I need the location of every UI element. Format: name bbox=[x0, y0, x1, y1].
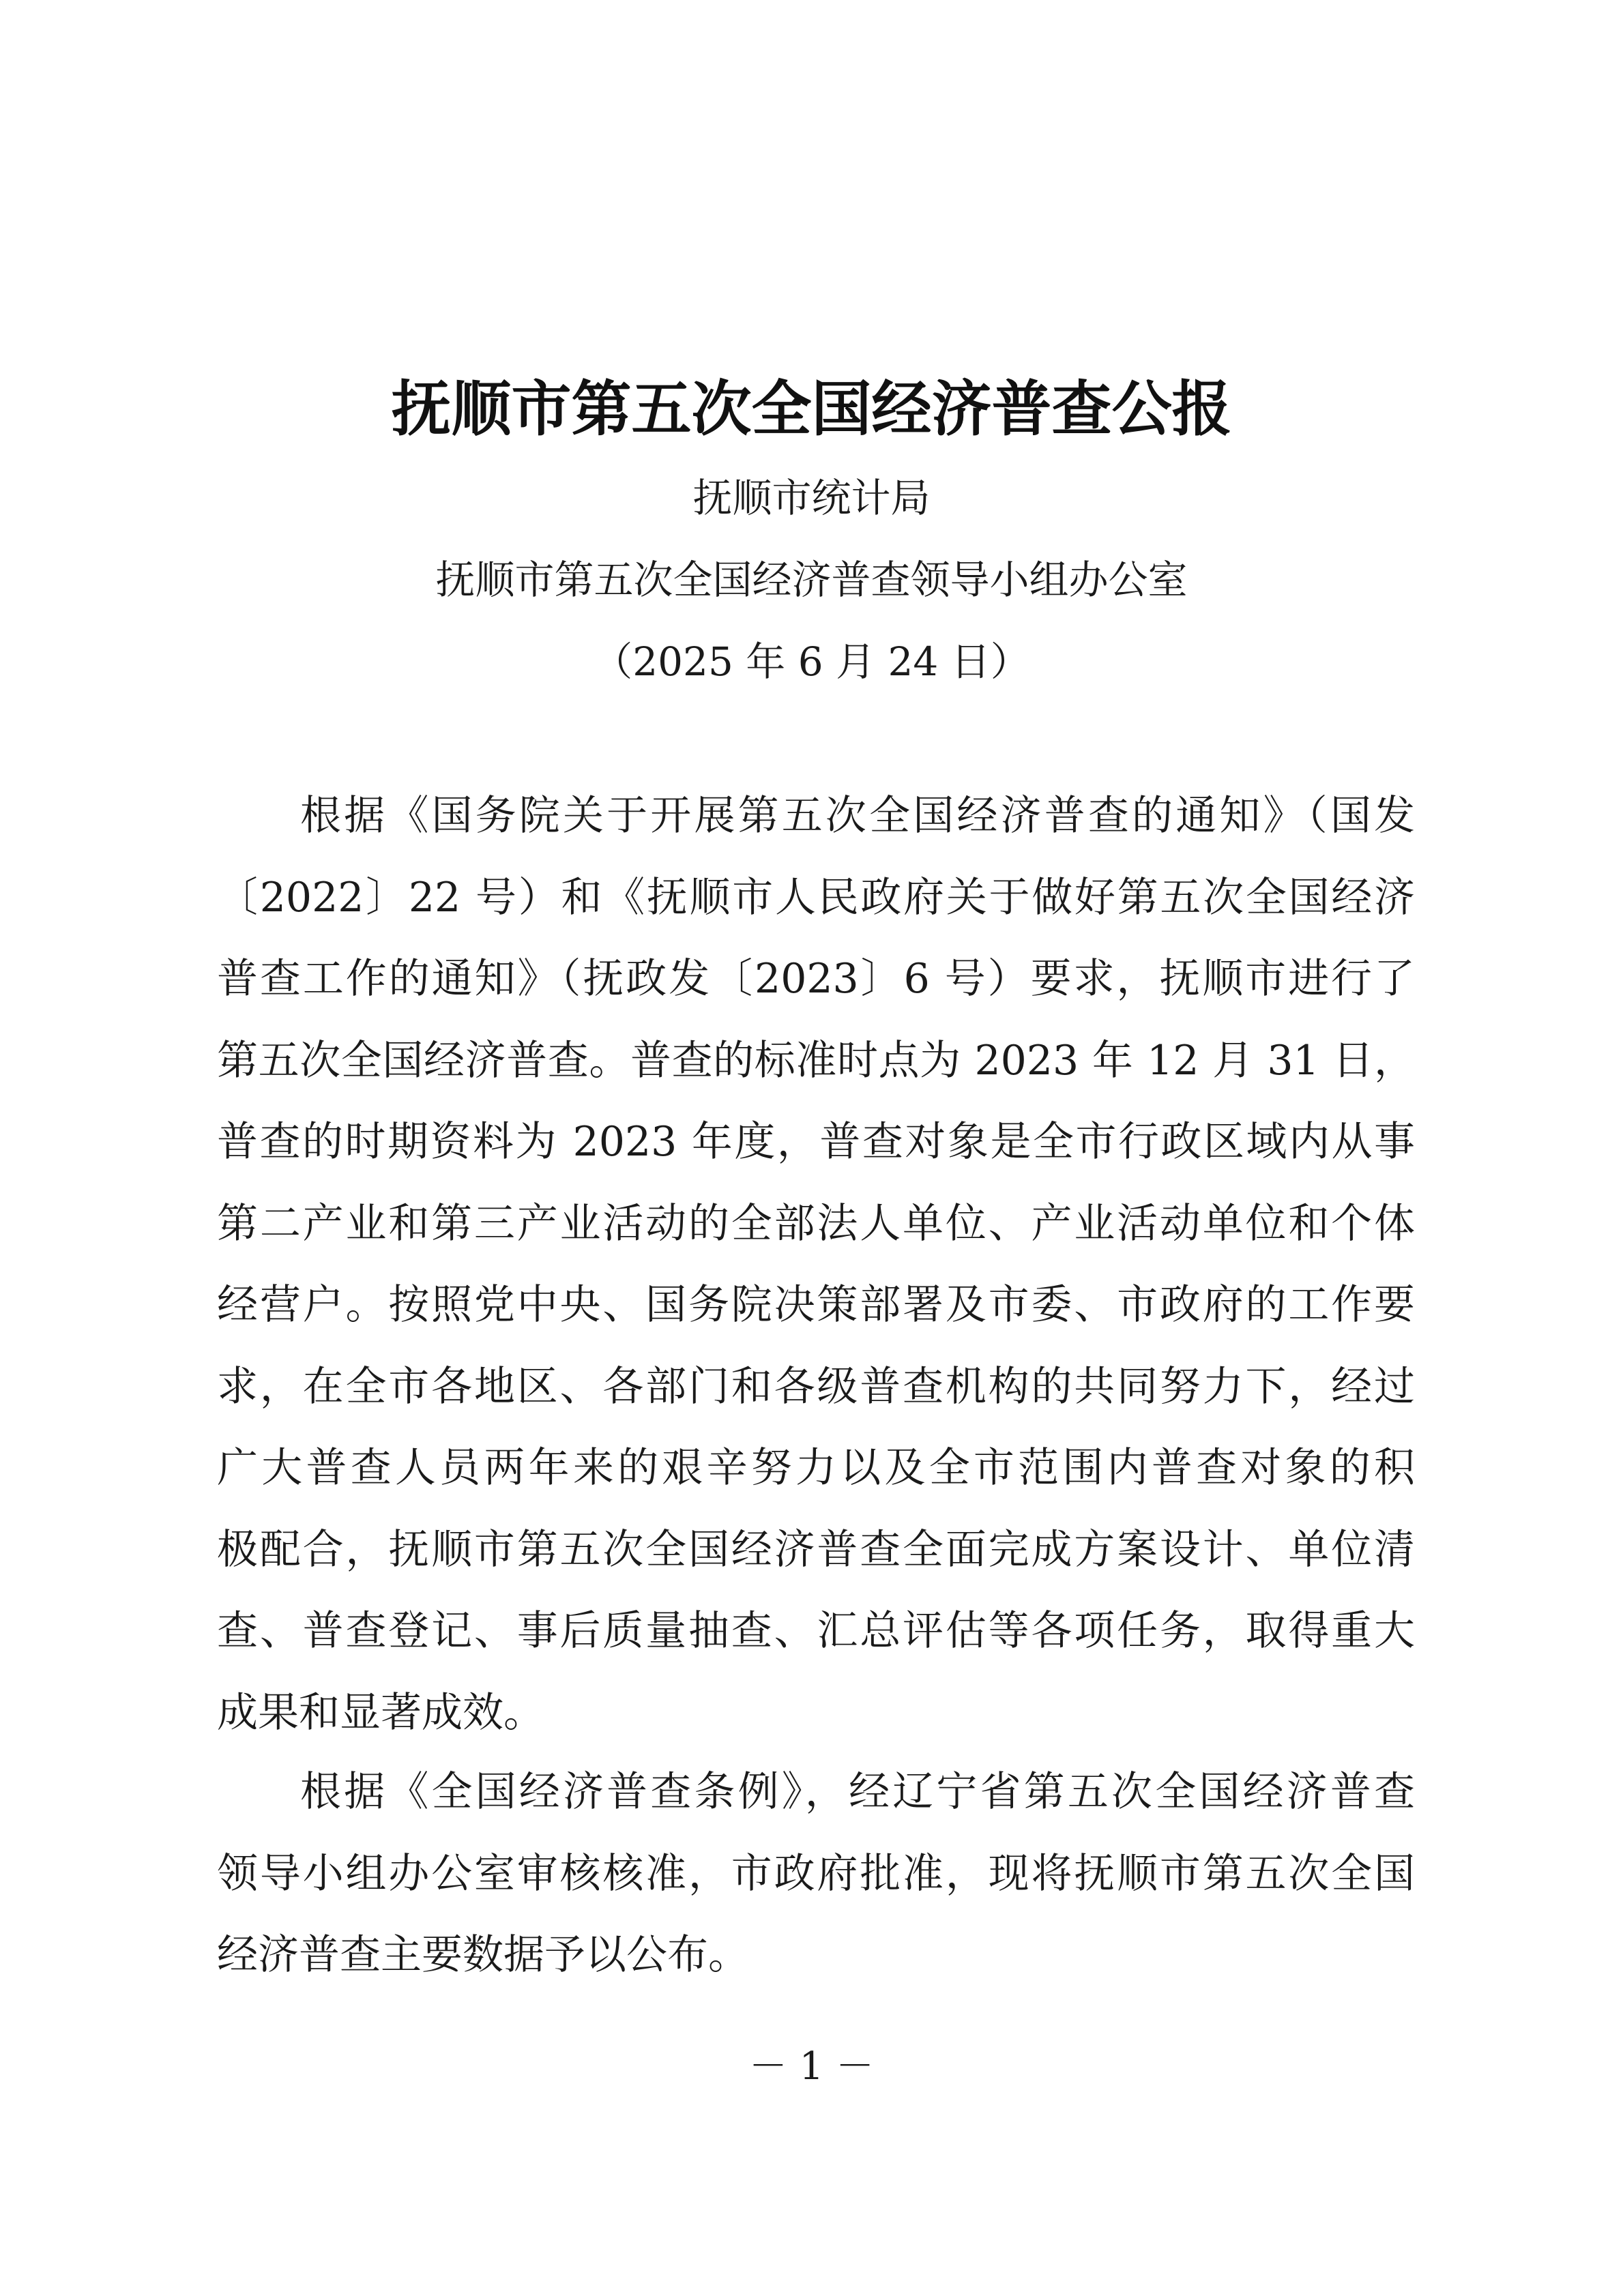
paragraph-2 bbox=[217, 1752, 1415, 1997]
paragraph-line: 极配合，抚顺市第五次全国经济普查全面完成方案设计、单位清 bbox=[217, 1525, 1415, 1574]
paragraph-line: 领导小组办公室审核核准，市政府批准，现将抚顺市第五次全国 bbox=[217, 1849, 1415, 1898]
paragraph-line: 成果和显著成效。 bbox=[217, 1688, 544, 1737]
paragraph-line: 经营户。按照党中央、国务院决策部署及市委、市政府的工作要 bbox=[217, 1281, 1415, 1329]
issuer-census-office: 抚顺市第五次全国经济普查领导小组办公室 bbox=[435, 557, 1188, 603]
paragraph-line: 广大普查人员两年来的艰辛努力以及全市范围内普查对象的积 bbox=[217, 1444, 1415, 1492]
paragraph-line: 查、普查登记、事后质量抽查、汇总评估等各项任务，取得重大 bbox=[217, 1607, 1415, 1655]
issuer-statistics-bureau: 抚顺市统计局 bbox=[692, 475, 931, 521]
paragraph-line: 普查的时期资料为 2023 年度，普查对象是全市行政区域内从事 bbox=[217, 1118, 1415, 1166]
paragraph-line: 第五次全国经济普查。普查的标准时点为 2023 年 12 月 31 日， bbox=[217, 1036, 1415, 1085]
paragraph-line: 普查工作的通知》（抚政发〔2023〕6 号）要求，抚顺市进行了 bbox=[217, 955, 1415, 1003]
paragraph-line: 根据《全国经济普查条例》，经辽宁省第五次全国经济普查 bbox=[300, 1768, 1415, 1816]
publication-date: （2025 年 6 月 24 日） bbox=[593, 638, 1030, 685]
page-title: 抚顺市第五次全国经济普查公报 bbox=[391, 374, 1232, 444]
paragraph-1 bbox=[217, 776, 1415, 1754]
paragraph-line: 经济普查主要数据予以公布。 bbox=[217, 1931, 749, 1979]
paragraph-line: 根据《国务院关于开展第五次全国经济普查的通知》（国发 bbox=[300, 792, 1415, 840]
paragraph-line: 〔2022〕22 号）和《抚顺市人民政府关于做好第五次全国经济 bbox=[217, 873, 1415, 922]
paragraph-line: 第二产业和第三产业活动的全部法人单位、产业活动单位和个体 bbox=[217, 1199, 1415, 1248]
page-number: － 1 － bbox=[748, 2044, 875, 2089]
paragraph-line: 求，在全市各地区、各部门和各级普查机构的共同努力下，经过 bbox=[217, 1362, 1415, 1411]
